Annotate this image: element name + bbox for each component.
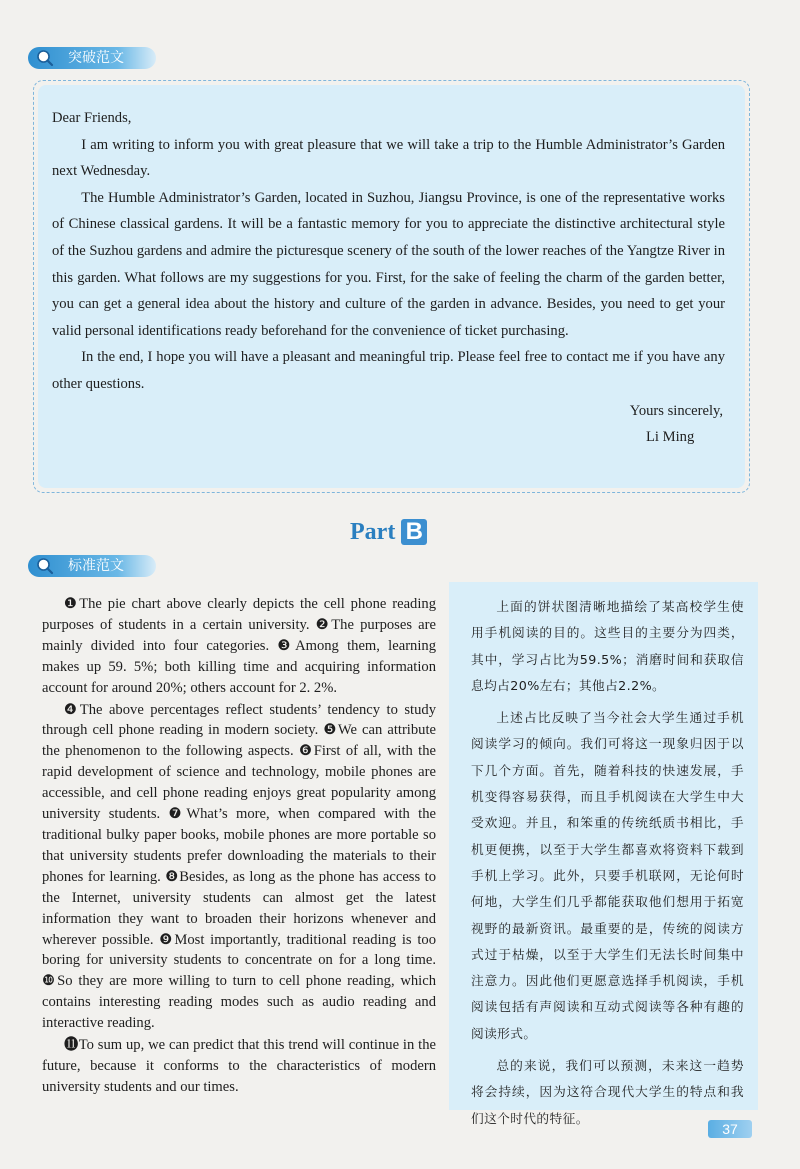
section-tag-standard-essay	[28, 555, 156, 577]
section-tag-breakthrough-essay	[28, 47, 156, 69]
part-letter-badge: B	[401, 519, 427, 545]
english-paragraph: ❹The above percentages reflect students’ tendency to study through cell phone reading in modern society. ❺We can attribute the phenomenon to the following aspects. ❻First of all, with the rapid development of science and technology, mobile phones are accessible, and cell phone reading enjoys great popularity among university students. ❼What’s more, when compared with the traditional bulky paper books, mobile phones are more portable so that university students prefer downloading the materials to their phones for learning. ❽Besides, as long as the phone has access to the Internet, university students can almost get the latest information they want to broaden their horizons whenever and wherever possible. ❾Most importantly, traditional reading is too boring for university students to concentrate on for a long time. ❿So they are more willing to turn to cell phone reading, which contains interesting reading modes such as audio reading and interactive reading.	[42, 701, 436, 1032]
letter-paragraph: The Humble Administrator’s Garden, located in Suzhou, Jiangsu Province, is one of the representative works of Chinese classical gardens. It will be a fantastic memory for you to appreciate the distinctive architectural style of the Suzhou gardens and admire the picturesque scenery of the south of the lower reaches of the Yangtze River in this garden. What follows are my suggestions for you. First, for the sake of feeling the charm of the garden better, you can get a general idea about the history and culture of the garden in advance. Besides, you need to get your valid personal identifications ready beforehand for the convenience of ticket purchasing.	[52, 189, 725, 339]
letter-body	[38, 85, 745, 488]
letter-panel	[33, 80, 750, 493]
letter-closing: Yours sincerely,	[629, 402, 723, 419]
english-paragraph: ⓫To sum up, we can predict that this trend will continue in the future, because it conforms to the characteristics of modern university students and our times.	[42, 1037, 436, 1095]
section-tag-label: 标准范文	[68, 558, 124, 574]
english-essay	[42, 594, 436, 1098]
section-tag-label: 突破范文	[68, 50, 124, 66]
magnifier-icon	[36, 557, 54, 575]
chinese-paragraph: 上述占比反映了当今社会大学生通过手机阅读学习的倾向。我们可将这一现象归因于以下几个方面。首先，随着科技的快速发展，手机变得容易获得，而且手机阅读在大学生中大受欢迎。并且，和笨重的传统纸质书相比，手机更便携，以至于大学生都喜欢将资料下载到手机上学习。此外，只要手机联网，无论何时何地，大学生们几乎都能获取他们想用于拓宽视野的最新资讯。最重要的是，传统的阅读方式过于枯燥，以至于大学生们无法长时间集中注意力。因此他们更愿意选择手机阅读，手机阅读包括有声阅读和互动式阅读等各种有趣的阅读形式。	[471, 710, 744, 1041]
letter-paragraph: I am writing to inform you with great pleasure that we will take a trip to the Humble Administrator’s Garden next Wednesday.	[52, 136, 725, 180]
letter-paragraph: In the end, I hope you will have a pleasant and meaningful trip. Please feel free to contact me if you have any other questions.	[52, 349, 725, 392]
letter-signature: Li Ming	[646, 429, 695, 446]
page-number: 37	[708, 1120, 752, 1138]
part-heading	[350, 517, 427, 547]
chinese-translation-panel	[449, 582, 758, 1126]
chinese-paragraph: 上面的饼状图清晰地描绘了某高校学生使用手机阅读的目的。这些目的主要分为四类，其中，学习占比为59.5%；消磨时间和获取信息均占20%左右；其他占2.2%。	[471, 599, 744, 693]
chinese-paragraph: 总的来说，我们可以预测，未来这一趋势将会持续，因为这符合现代大学生的特点和我们这个时代的特征。	[471, 1058, 744, 1126]
part-prefix: Part	[350, 518, 396, 545]
english-paragraph: ❶The pie chart above clearly depicts the cell phone reading purposes of students in a certain university. ❷The purposes are mainly divided into four categories. ❸Among them, learning makes up 59. 5%; both killing time and acquiring information account for around 20%; others account for 2. 2%.	[42, 596, 436, 696]
magnifier-icon	[36, 49, 54, 67]
letter-salutation: Dear Friends,	[52, 110, 132, 126]
